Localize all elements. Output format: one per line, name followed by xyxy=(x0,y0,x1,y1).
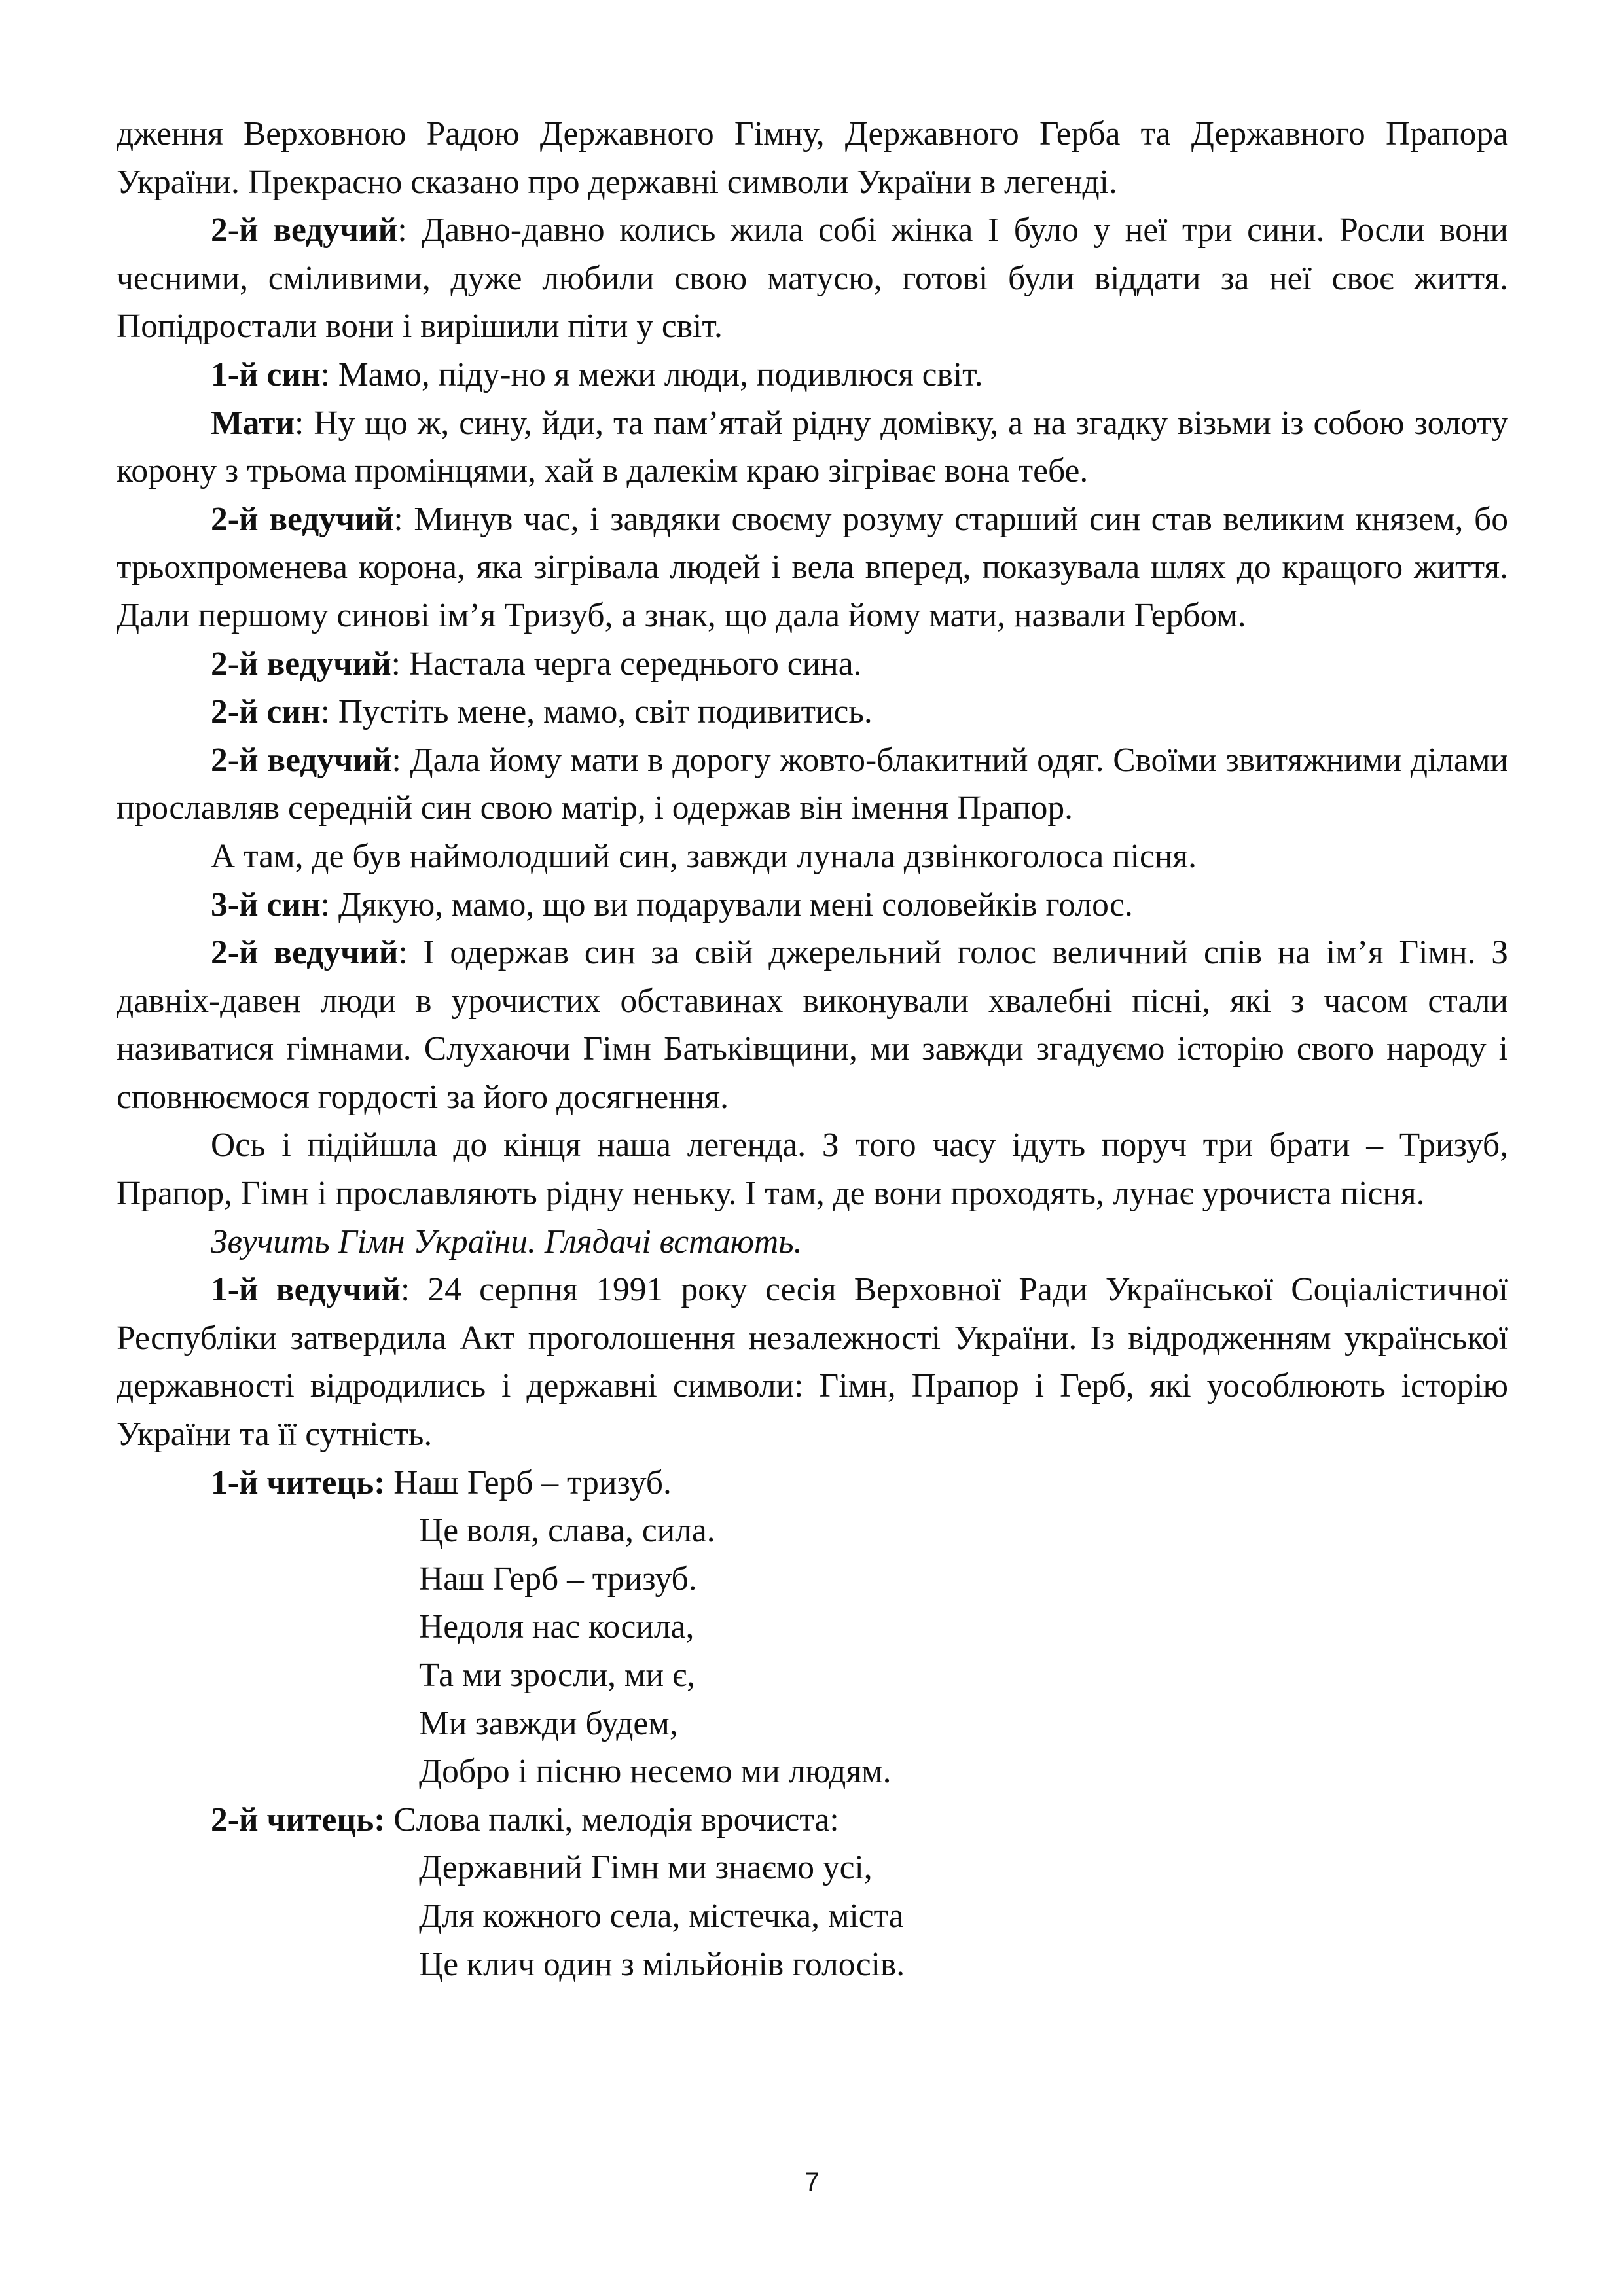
poem-line: Це клич один з мільйонів голосів. xyxy=(419,1945,905,1983)
dialogue-text: : Настала черга середнього сина. xyxy=(391,645,862,683)
poem-reader-1 xyxy=(117,1459,1508,1796)
paragraph xyxy=(117,110,1508,206)
dialogue-text: : Мамо, піду-но я межи люди, подивлюся світ. xyxy=(320,355,983,393)
speaker-name: 1-й ведучий xyxy=(211,1271,401,1309)
dialogue-text: : Минув час, і завдяки своєму розуму старший син став великим князем, бо трьохпроменева корона, яка зігрівала людей і вела вперед, показувала шлях до кращого життя. Дали першому синові ім’я Тризуб, а знак, що дала йому мати, назвали Гербом. xyxy=(117,500,1508,634)
speaker-name: 2-й ведучий xyxy=(211,211,398,249)
paragraph-text: А там, де був наймолодший син, завжди лунала дзвінкоголоса пісня. xyxy=(211,837,1197,875)
dialogue-paragraph xyxy=(117,1266,1508,1458)
poem-line: Державний Гімн ми знаємо усі, xyxy=(419,1849,873,1887)
paragraph xyxy=(117,833,1508,881)
dialogue-paragraph xyxy=(117,351,1508,399)
dialogue-paragraph xyxy=(117,640,1508,689)
dialogue-paragraph xyxy=(117,495,1508,640)
poem-first-line xyxy=(117,1459,1508,1507)
dialogue-text: : Дала йому мати в дорогу жовто-блакитний одяг. Своїми звитяжними ділами прославляв середній син свою матір, і одержав він імення Прапор. xyxy=(117,741,1509,827)
poem-line: Наш Герб – тризуб. xyxy=(419,1560,697,1598)
poem-line: Недоля нас косила, xyxy=(419,1608,695,1646)
speaker-name: Мати xyxy=(211,404,295,442)
dialogue-text: : Давно-давно колись жила собі жінка І було у неї три сини. Росли вони чесними, сміливими, дуже любили свою матусю, готові були віддати за неї своє життя. Попідростали вони і вирішили піти у світ. xyxy=(117,211,1508,346)
poem-line: Наш Герб – тризуб. xyxy=(385,1463,672,1501)
poem-line: Для кожного села, містечка, міста xyxy=(419,1897,904,1935)
paragraph-text: Ось і підійшла до кінця наша легенда. З того часу ідуть поруч три брати – Тризуб, Прапор, Гімн і прославляють рідну неньку. І там, де вони проходять, лунає урочиста пісня. xyxy=(117,1126,1508,1213)
speaker-name: 2-й ведучий xyxy=(211,934,399,972)
poem-reader-2 xyxy=(117,1796,1508,1988)
paragraph xyxy=(117,1121,1508,1217)
dialogue-text: : І одержав син за свій джерельний голос величний спів на ім’я Гімн. З давніх-давен люди в урочистих обставинах виконували хвалебні пісні, які з часом стали називатися гімнами. Слухаючи Гімн Батьківщини, ми завжди згадуємо історію свого народу і сповнюємося гордості за його досягнення. xyxy=(117,934,1508,1116)
paragraph-text: дження Верховною Радою Державного Гімну, Державного Герба та Державного Прапора України. Прекрасно сказано про державні символи України в легенді. xyxy=(117,115,1508,201)
speaker-name: 1-й син xyxy=(211,355,321,393)
speaker-name: 2-й син xyxy=(211,693,321,731)
speaker-name: 2-й ведучий xyxy=(211,645,391,683)
dialogue-paragraph xyxy=(117,736,1508,833)
reader-name: 2-й читець: xyxy=(211,1801,386,1839)
poem-line: Це воля, слава, сила. xyxy=(419,1512,715,1550)
page-number: 7 xyxy=(804,2168,820,2197)
dialogue-text: : Пустіть мене, мамо, світ подивитись. xyxy=(320,693,873,731)
dialogue-paragraph xyxy=(117,688,1508,736)
document-page xyxy=(117,110,1508,1988)
dialogue-text: : Дякую, мамо, що ви подарували мені соловейків голос. xyxy=(320,886,1133,924)
speaker-name: 3-й син xyxy=(211,886,321,924)
speaker-name: 2-й ведучий xyxy=(211,741,392,779)
poem-line: Слова палкі, мелодія врочиста: xyxy=(385,1801,839,1839)
speaker-name: 2-й ведучий xyxy=(211,500,394,538)
dialogue-paragraph xyxy=(117,399,1508,495)
dialogue-text: : 24 серпня 1991 року сесія Верховної Ради Української Соціалістичної Республіки затвердила Акт проголошення незалежності України. Із відродженням української державності відродились і державні символи: Гімн, Прапор і Герб, які уособлюють історію України та її сутність. xyxy=(117,1271,1508,1454)
poem-first-line xyxy=(117,1796,1508,1844)
dialogue-paragraph xyxy=(117,206,1508,351)
dialogue-paragraph xyxy=(117,881,1508,929)
poem-line: Добро і пісню несемо ми людям. xyxy=(419,1753,892,1791)
dialogue-text: : Ну що ж, сину, йди, та пам’ятай рідну домівку, а на згадку візьми із собою золоту корону з трьома промінцями, хай в далекім краю зігріває вона тебе. xyxy=(117,404,1508,490)
reader-name: 1-й читець: xyxy=(211,1463,386,1501)
poem-line: Та ми зросли, ми є, xyxy=(419,1657,695,1694)
poem-line: Ми завжди будем, xyxy=(419,1704,678,1742)
dialogue-paragraph xyxy=(117,929,1508,1121)
stage-direction: Звучить Гімн України. Глядачі встають. xyxy=(211,1223,803,1261)
